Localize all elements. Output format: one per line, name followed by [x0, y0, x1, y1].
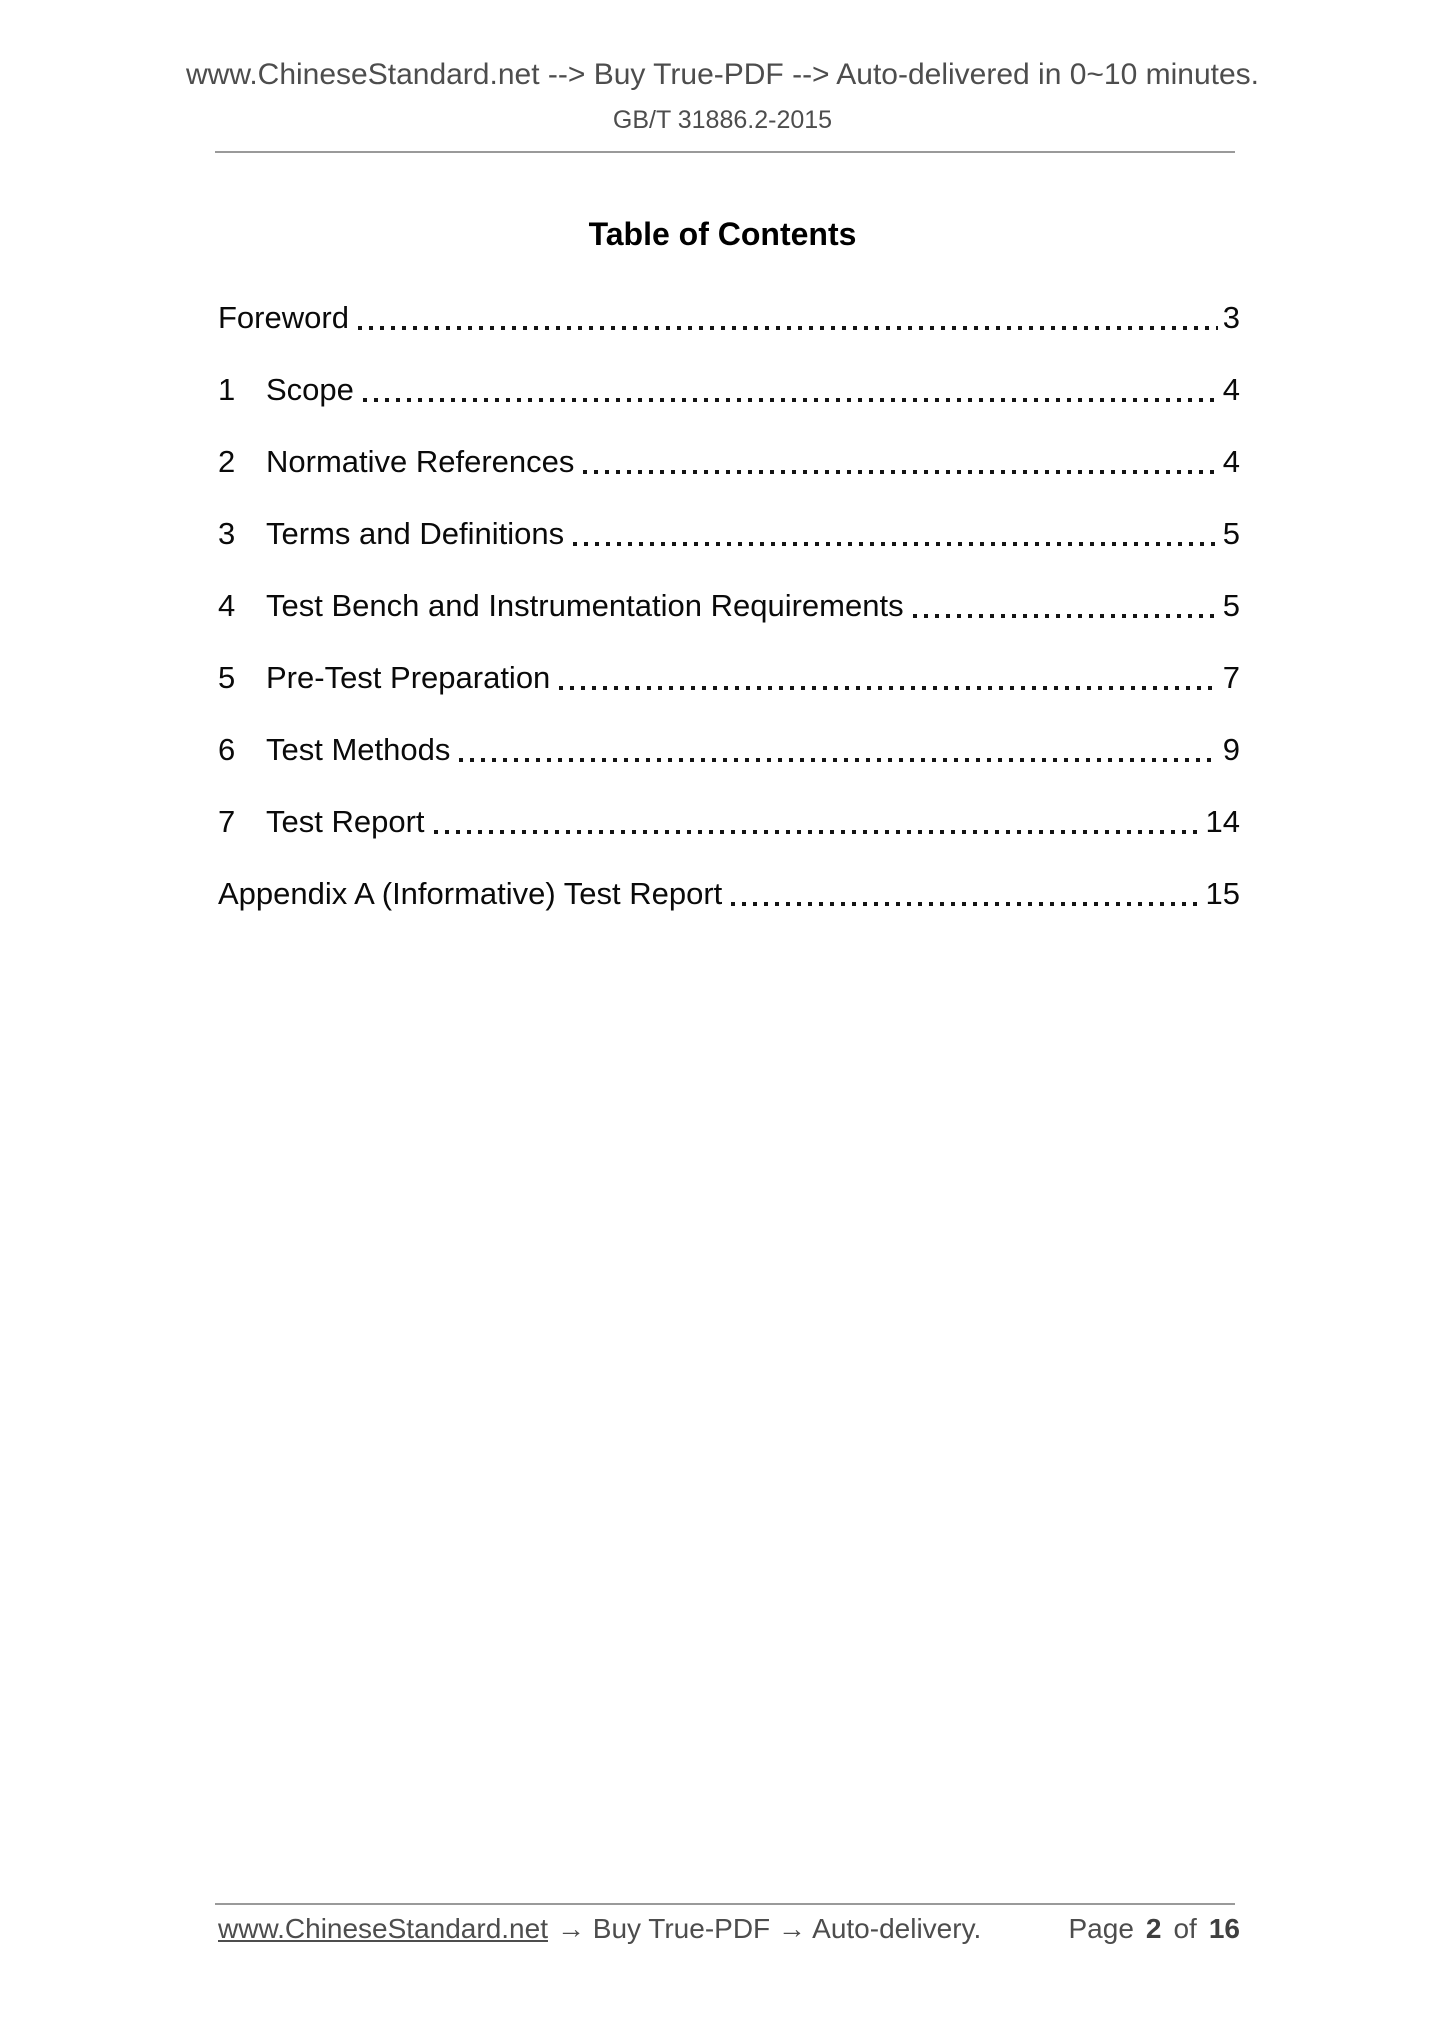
toc-entry-number: 6 [218, 732, 236, 767]
toc-entry-number: 7 [218, 804, 236, 839]
footer-rule [215, 1903, 1235, 1905]
toc-entry-label: Test Methods [266, 732, 451, 767]
toc-entry[interactable] [218, 426, 1240, 498]
toc-entry-number: 2 [218, 444, 236, 479]
header-standard-number: GB/T 31886.2-2015 [612, 106, 833, 134]
footer-left [218, 1913, 981, 1945]
toc-leader-dots [731, 902, 1200, 906]
toc-entry-label: Test Report [266, 804, 425, 839]
toc-entry-page: 14 [1205, 804, 1240, 839]
toc-entry-label: Foreword [218, 300, 349, 335]
toc-leader-dots [913, 614, 1218, 618]
toc-entry-label: Appendix A (Informative) Test Report [218, 876, 723, 911]
toc-leader-dots [459, 758, 1217, 762]
toc-entry-label: Test Bench and Instrumentation Requirements [266, 588, 904, 623]
toc-list [218, 282, 1240, 930]
toc-entry-page: 4 [1222, 372, 1240, 407]
toc-leader-dots [583, 470, 1217, 474]
footer-page-total: 16 [1208, 1913, 1240, 1944]
toc-entry[interactable] [218, 354, 1240, 426]
toc-entry[interactable] [218, 498, 1240, 570]
toc-entry[interactable] [218, 570, 1240, 642]
toc-leader-dots [363, 398, 1218, 402]
toc-entry-label: Scope [266, 372, 354, 407]
toc-entry[interactable] [218, 642, 1240, 714]
toc-entry-page: 5 [1222, 588, 1240, 623]
toc-title: Table of Contents [588, 216, 857, 252]
toc-entry[interactable] [218, 858, 1240, 930]
footer-tagline-rest: → Buy True-PDF → Auto-delivery. [556, 1913, 982, 1944]
footer [218, 1913, 1240, 1945]
toc-entry-page: 15 [1205, 876, 1240, 911]
toc-leader-dots [358, 326, 1218, 330]
toc-entry-number: 4 [218, 588, 236, 623]
toc-leader-dots [573, 542, 1218, 546]
toc-entry-number: 3 [218, 516, 236, 551]
footer-page-word: Page [1068, 1913, 1134, 1944]
footer-page-indicator [1069, 1913, 1241, 1945]
toc-entry-page: 4 [1222, 444, 1240, 479]
toc-entry-page: 3 [1222, 300, 1240, 335]
toc-entry[interactable] [218, 282, 1240, 354]
header-tagline: www.ChineseStandard.net --> Buy True-PDF --> Auto-delivered in 0~10 minutes. [185, 58, 1260, 91]
toc-entry-label: Normative References [266, 444, 575, 479]
toc-leader-dots [434, 830, 1201, 834]
toc-entry-number: 1 [218, 372, 236, 407]
toc-entry[interactable] [218, 714, 1240, 786]
header-rule [215, 151, 1235, 153]
footer-of-word: of [1173, 1913, 1197, 1944]
toc-entry[interactable] [218, 786, 1240, 858]
toc-entry-page: 7 [1222, 660, 1240, 695]
toc-entry-page: 5 [1222, 516, 1240, 551]
footer-site-link[interactable]: www.ChineseStandard.net [218, 1913, 548, 1944]
toc-entry-label: Terms and Definitions [266, 516, 565, 551]
toc-leader-dots [559, 686, 1217, 690]
toc-entry-number: 5 [218, 660, 236, 695]
toc-entry-label: Pre-Test Preparation [266, 660, 551, 695]
toc-entry-page: 9 [1222, 732, 1240, 767]
footer-page-current: 2 [1145, 1913, 1162, 1944]
